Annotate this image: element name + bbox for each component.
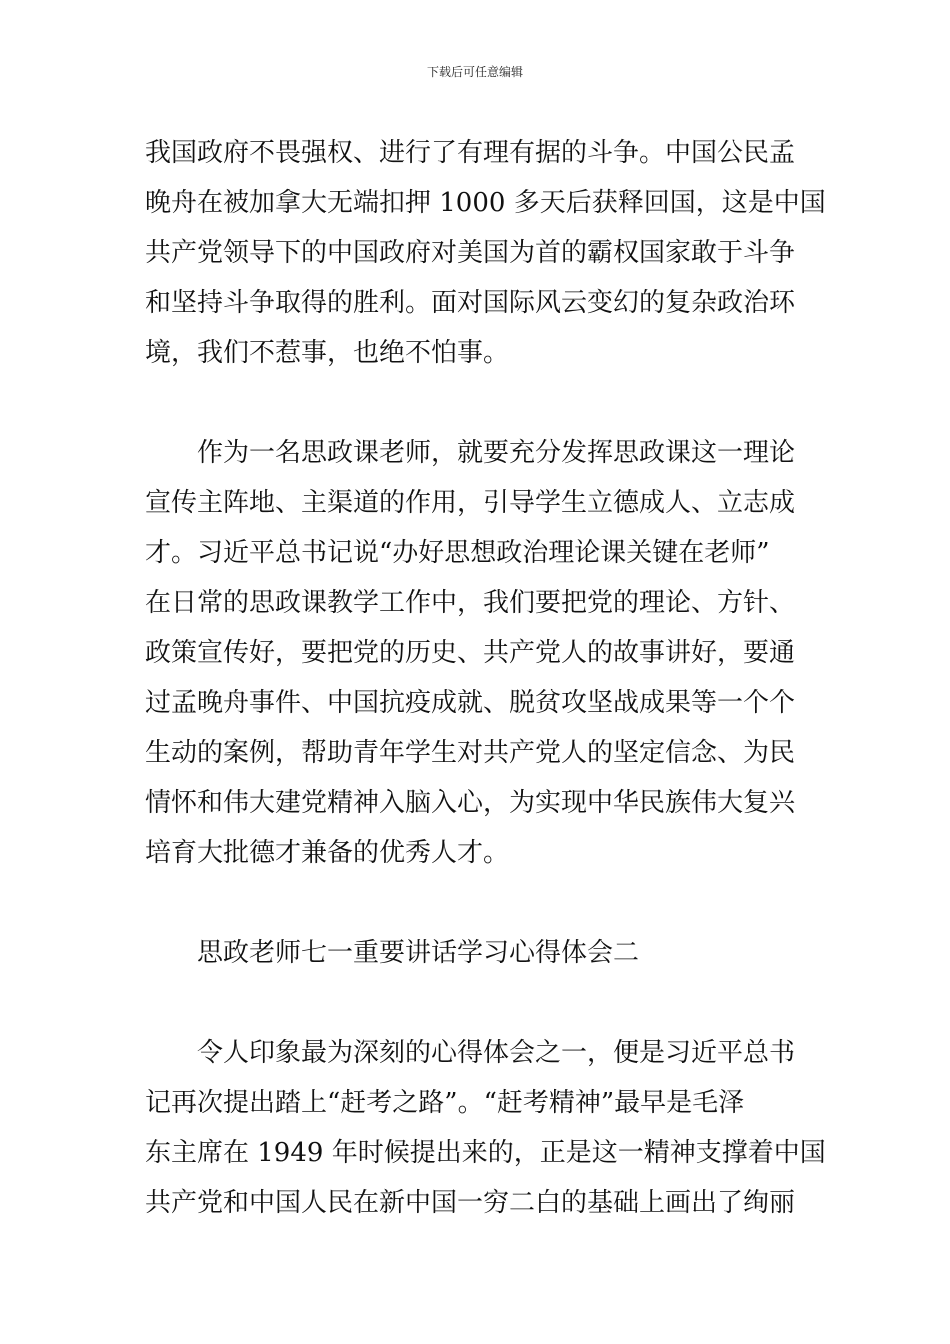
paragraph-spacer — [145, 878, 805, 928]
text-line: 过孟晚舟事件、中国抗疫成就、脱贫攻坚战成果等一个个 — [145, 688, 796, 718]
text-line: 我国政府不畏强权、进行了有理有据的斗争。中国公民孟 — [145, 138, 796, 168]
paragraph-3 — [145, 1028, 826, 1228]
page-header: 下载后可任意编辑 — [426, 65, 523, 79]
section-heading-text: 思政老师七一重要讲话学习心得体会二 — [197, 938, 640, 968]
text-line: 令人印象最为深刻的心得体会之一，便是习近平总书 — [197, 1038, 796, 1068]
text-line: 情怀和伟大建党精神入脑入心，为实现中华民族伟大复兴 — [145, 788, 796, 818]
text-line: 培育大批德才兼备的优秀人才。 — [145, 838, 510, 868]
text-line: 共产党领导下的中国政府对美国为首的霸权国家敢于斗争 — [145, 238, 796, 268]
text-line: 晚舟在被加拿大无端扣押 1000 多天后获释回国，这是中国 — [145, 188, 826, 218]
text-line: 境，我们不惹事，也绝不怕事。 — [145, 338, 510, 368]
text-line: 东主席在 1949 年时候提出来的，正是这一精神支撑着中国 — [145, 1138, 826, 1168]
paragraph-spacer — [145, 978, 805, 1028]
paragraph-spacer — [145, 378, 805, 428]
text-line: 生动的案例，帮助青年学生对共产党人的坚定信念、为民 — [145, 738, 796, 768]
text-line: 共产党和中国人民在新中国一穷二白的基础上画出了绚丽 — [145, 1188, 796, 1218]
text-line: 在日常的思政课教学工作中，我们要把党的理论、方针、 — [145, 588, 796, 618]
paragraph-1 — [145, 128, 826, 378]
document-body — [145, 128, 826, 1228]
text-line: 才。习近平总书记说“办好思想政治理论课关键在老师” — [145, 538, 770, 568]
text-line: 作为一名思政课老师，就要充分发挥思政课这一理论 — [197, 438, 796, 468]
text-line: 记再次提出踏上“赶考之路”。“赶考精神”最早是毛泽 — [145, 1088, 745, 1118]
text-line: 政策宣传好，要把党的历史、共产党人的故事讲好，要通 — [145, 638, 796, 668]
text-line: 宣传主阵地、主渠道的作用，引导学生立德成人、立志成 — [145, 488, 796, 518]
text-line: 和坚持斗争取得的胜利。面对国际风云变幻的复杂政治环 — [145, 288, 796, 318]
paragraph-2 — [145, 428, 805, 878]
section-heading — [145, 928, 805, 978]
